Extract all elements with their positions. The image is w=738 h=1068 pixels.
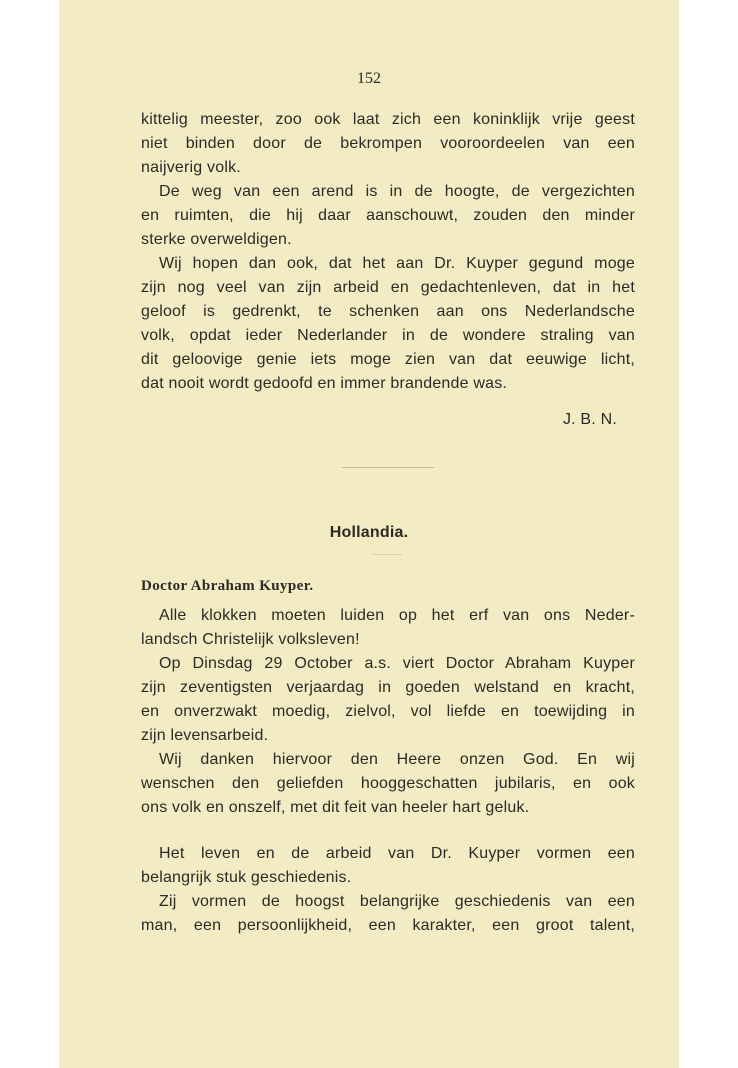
text-line: ons volk en onszelf, met dit feit van heeler hart geluk. <box>141 799 530 816</box>
text-line: zijn nog veel van zijn arbeid en gedachtenleven, dat in het <box>141 279 635 296</box>
book-page <box>59 0 679 1068</box>
text-line: sterke overweldigen. <box>141 231 292 248</box>
title-underline <box>372 554 402 555</box>
text-line: Wij hopen dan ook, dat het aan Dr. Kuyper gegund moge <box>159 255 635 272</box>
text-line: naijverig volk. <box>141 159 241 176</box>
text-line: en ruimten, die hij daar aanschouwt, zouden den minder <box>141 207 635 224</box>
text-line: dat nooit wordt gedoofd en immer brandende was. <box>141 375 508 392</box>
text-line: Zij vormen de hoogst belangrijke geschiedenis van een <box>159 893 635 910</box>
text-line: Wij danken hiervoor den Heere onzen God. En wij <box>159 751 635 768</box>
text-line: landsch Christelijk volksleven! <box>141 631 360 648</box>
text-line: De weg van een arend is in de hoogte, de vergezichten <box>159 183 635 200</box>
text-line: zijn zeventigsten verjaardag in goeden welstand en kracht, <box>141 679 635 696</box>
paragraph-wij-hopen <box>141 252 635 396</box>
text-line: zijn levensarbeid. <box>141 727 269 744</box>
text-line: dit geloovige genie iets moge zien van dat eeuwige licht, <box>141 351 635 368</box>
text-line: belangrijk stuk geschiedenis. <box>141 869 352 886</box>
paragraph-klokken <box>141 604 635 652</box>
paragraph-het-leven <box>141 842 635 890</box>
text-line: en onverzwakt moedig, zielvol, vol liefde en toewijding in <box>141 703 635 720</box>
page-number: 152 <box>357 70 381 87</box>
paragraph-arend <box>141 180 635 252</box>
text-line: Alle klokken moeten luiden op het erf van ons Neder- <box>159 607 635 624</box>
text-line: man, een persoonlijkheid, een karakter, een groot talent, <box>141 917 635 934</box>
paragraph-dinsdag <box>141 652 635 748</box>
paragraph-wij-danken <box>141 748 635 820</box>
text-line: geloof is gedrenkt, te schenken aan ons Nederlandsche <box>141 303 635 320</box>
text-line: Op Dinsdag 29 October a.s. viert Doctor Abraham Kuyper <box>159 655 635 672</box>
text-line: volk, opdat ieder Nederlander in de wondere straling van <box>141 327 635 344</box>
text-line: kittelig meester, zoo ook laat zich een koninklijk vrije geest <box>141 111 635 128</box>
signature: J. B. N. <box>562 411 617 428</box>
paragraph-intro <box>141 108 635 180</box>
text-line: niet binden door de bekrompen vooroordeelen van een <box>141 135 635 152</box>
section-divider <box>342 467 434 468</box>
paragraph-zij-vormen <box>141 890 635 938</box>
article-subheading: Doctor Abraham Kuyper. <box>141 578 314 594</box>
text-line: Het leven en de arbeid van Dr. Kuyper vormen een <box>159 845 635 862</box>
section-title: Hollandia. <box>329 524 409 541</box>
text-line: wenschen den geliefden hooggeschatten jubilaris, en ook <box>141 775 635 792</box>
